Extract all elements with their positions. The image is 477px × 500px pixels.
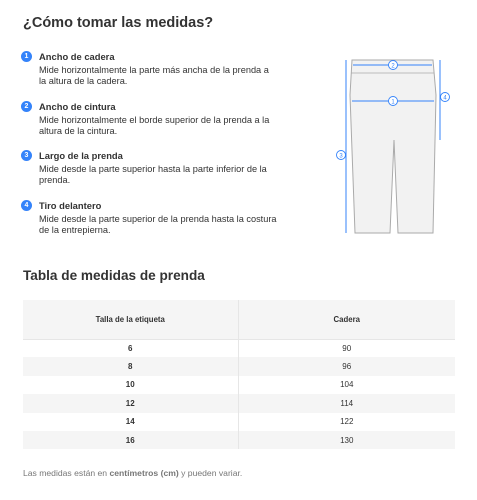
step-description-line: de la entrepierna. bbox=[39, 225, 111, 235]
hip-cell: 114 bbox=[238, 394, 455, 412]
step-description bbox=[39, 214, 291, 236]
step-number-badge: 2 bbox=[21, 101, 32, 112]
size-cell: 12 bbox=[23, 394, 238, 412]
pants-outline bbox=[350, 60, 436, 233]
table-row bbox=[23, 339, 455, 357]
svg-text:2: 2 bbox=[391, 63, 395, 70]
size-cell: 8 bbox=[23, 357, 238, 375]
step-description bbox=[39, 65, 291, 87]
units-footnote bbox=[23, 468, 242, 478]
svg-text:3: 3 bbox=[339, 153, 343, 160]
size-cell: 16 bbox=[23, 431, 238, 449]
step-number-badge: 1 bbox=[21, 51, 32, 62]
table-row bbox=[23, 413, 455, 431]
hip-cell: 104 bbox=[238, 376, 455, 394]
step-length bbox=[21, 150, 291, 186]
size-cell: 14 bbox=[23, 413, 238, 431]
step-description-line: prenda. bbox=[39, 175, 71, 185]
step-description bbox=[39, 115, 291, 137]
hip-cell: 130 bbox=[238, 431, 455, 449]
step-hip bbox=[21, 51, 291, 87]
table-row bbox=[23, 357, 455, 375]
svg-text:1: 1 bbox=[391, 99, 395, 106]
step-description-line: Mide horizontalmente el borde superior de la prenda a la bbox=[39, 115, 270, 125]
step-waist bbox=[21, 101, 291, 137]
header-hip: Cadera bbox=[238, 300, 455, 339]
svg-text:4: 4 bbox=[443, 95, 447, 102]
step-description bbox=[39, 164, 291, 186]
step-description-line: la altura de la cadera. bbox=[39, 76, 128, 86]
table-header-row bbox=[23, 300, 455, 339]
hip-cell: 90 bbox=[238, 339, 455, 357]
step-number-badge: 3 bbox=[21, 150, 32, 161]
size-cell: 10 bbox=[23, 376, 238, 394]
hip-cell: 96 bbox=[238, 357, 455, 375]
header-size: Talla de la etiqueta bbox=[23, 300, 238, 339]
pants-diagram bbox=[330, 55, 460, 240]
step-number-badge: 4 bbox=[21, 200, 32, 211]
table-row bbox=[23, 376, 455, 394]
step-description-line: altura de la cintura. bbox=[39, 126, 118, 136]
footnote-text: Las medidas están en bbox=[23, 468, 110, 478]
step-title: Ancho de cadera bbox=[39, 51, 115, 62]
hip-cell: 122 bbox=[238, 413, 455, 431]
table-row bbox=[23, 394, 455, 412]
step-description-line: Mide desde la parte superior de la prenda hasta la costura bbox=[39, 214, 277, 224]
step-title: Largo de la prenda bbox=[39, 150, 123, 161]
step-description-line: Mide horizontalmente la parte más ancha de la prenda a bbox=[39, 65, 269, 75]
step-title: Tiro delantero bbox=[39, 200, 102, 211]
measure-steps bbox=[21, 51, 291, 250]
marker-hip bbox=[389, 97, 398, 106]
size-cell: 6 bbox=[23, 339, 238, 357]
size-table-title: Tabla de medidas de prenda bbox=[23, 268, 205, 283]
step-title: Ancho de cintura bbox=[39, 101, 116, 112]
marker-rise bbox=[441, 93, 450, 102]
marker-waist bbox=[389, 61, 398, 70]
page-title: ¿Cómo tomar las medidas? bbox=[23, 15, 214, 31]
size-table bbox=[23, 300, 455, 449]
table-row bbox=[23, 431, 455, 449]
step-front-rise bbox=[21, 200, 291, 236]
marker-length bbox=[337, 151, 346, 160]
footnote-units: centímetros (cm) bbox=[109, 468, 179, 478]
step-description-line: Mide desde la parte superior hasta la parte inferior de la bbox=[39, 164, 267, 174]
footnote-text: y pueden variar. bbox=[178, 468, 243, 478]
